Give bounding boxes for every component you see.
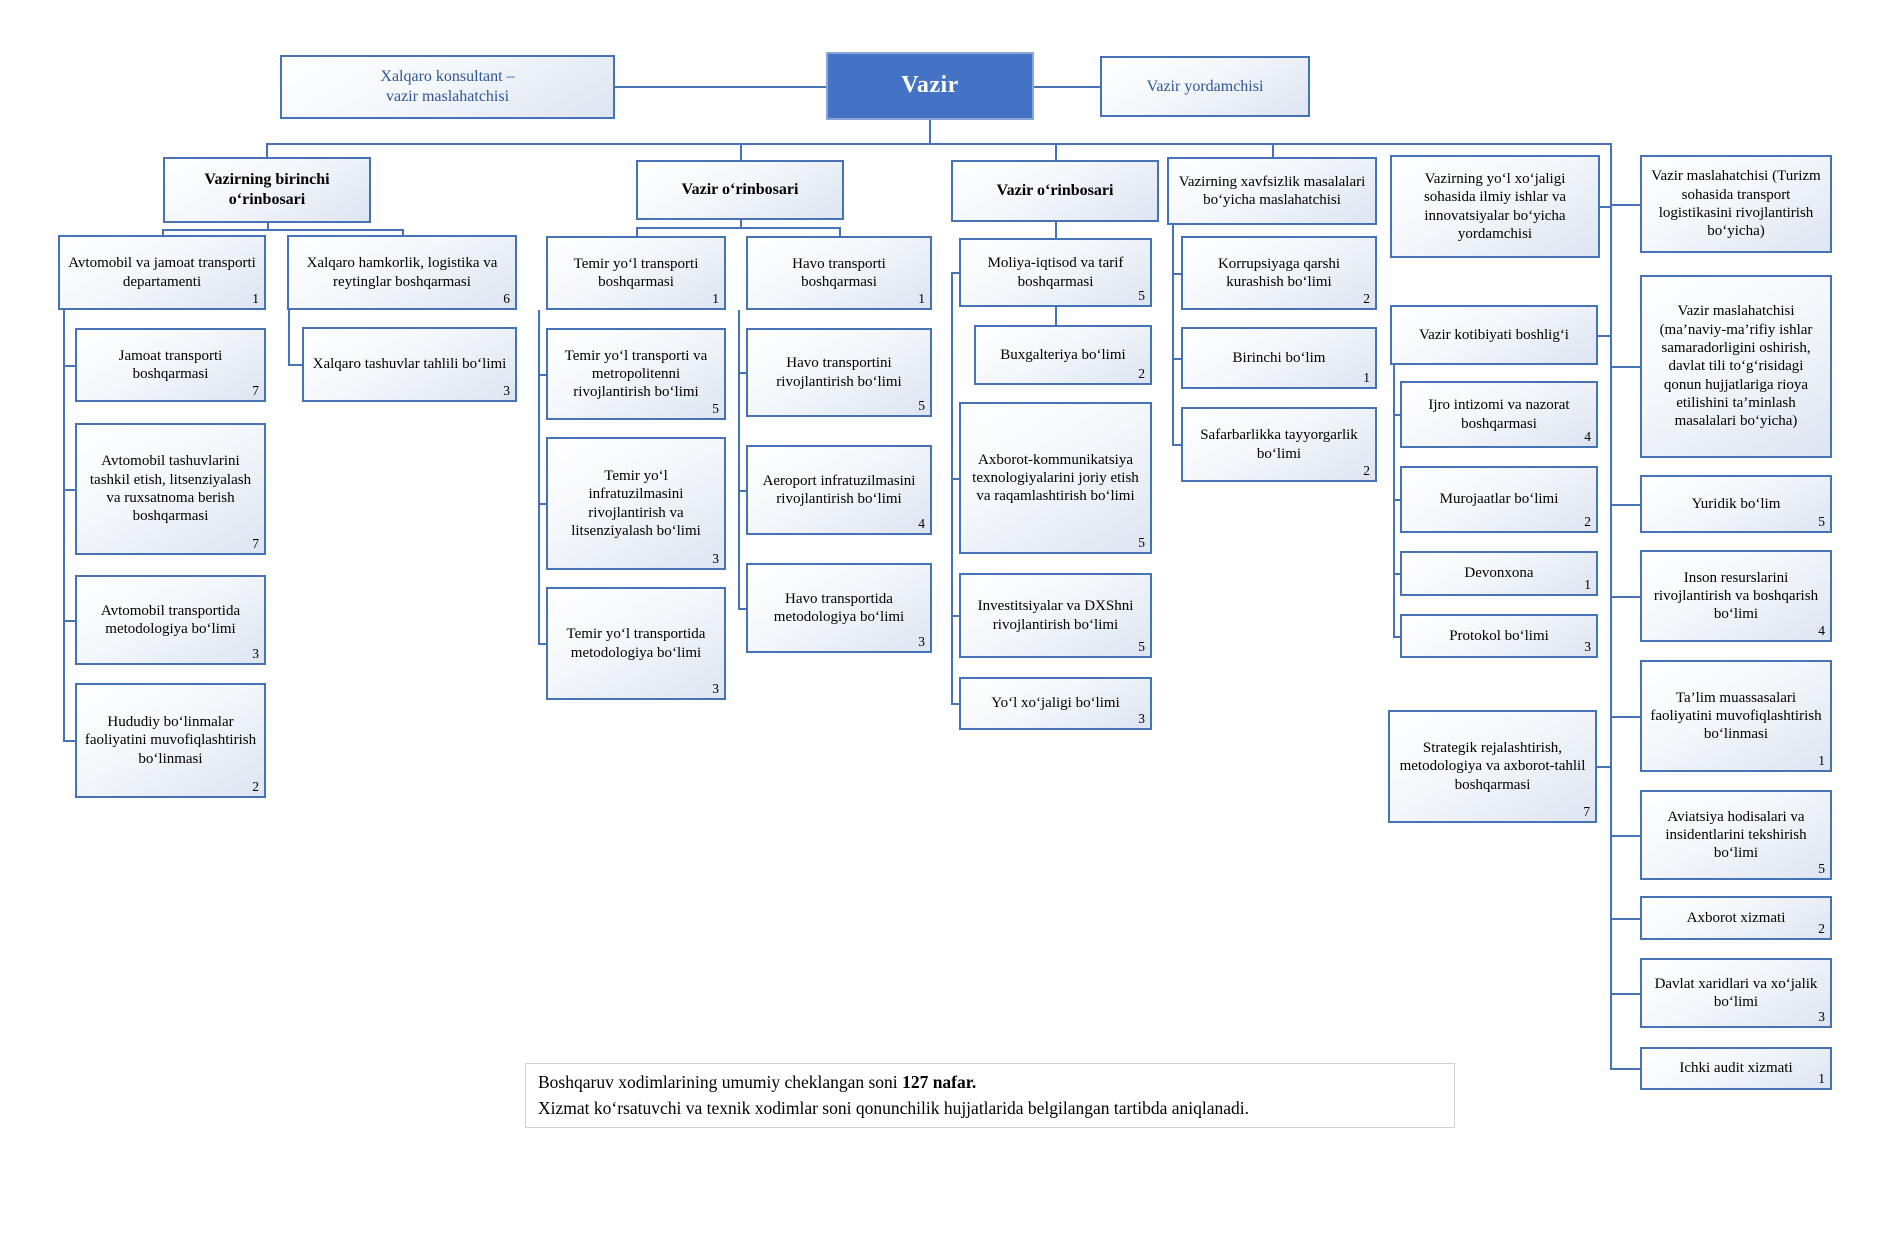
org-box-ichki-audit xyxy=(1640,1047,1832,1090)
connector-line xyxy=(162,229,403,231)
unit-title: Havo transportini rivojlantirish bo‘limi xyxy=(776,355,902,390)
connector-line xyxy=(1055,307,1057,325)
footnote-line1 xyxy=(538,1069,1442,1095)
unit-title: Birinchi bo‘lim xyxy=(1232,349,1326,366)
staff-count: 7 xyxy=(252,536,259,552)
unit-title: Buxgalteriya bo‘limi xyxy=(1000,346,1126,363)
org-box-murojaatlar xyxy=(1400,466,1598,533)
unit-title: Vazir xyxy=(901,72,959,99)
connector-line xyxy=(636,227,841,229)
staff-count: 3 xyxy=(1138,711,1145,727)
connector-line xyxy=(402,229,404,235)
unit-title: Avtomobil transportida metodologiya bo‘limi xyxy=(100,602,241,637)
connector-line xyxy=(162,229,164,235)
connector-line xyxy=(1055,222,1057,238)
org-box-xalqaro-hamkorlik xyxy=(287,235,517,310)
org-box-havo-boshqarma xyxy=(746,236,932,310)
connector-line xyxy=(63,310,65,742)
connector-line xyxy=(266,143,268,157)
staff-count: 2 xyxy=(1818,921,1825,937)
unit-title: Temir yo‘l transportida metodologiya bo‘limi xyxy=(566,626,706,661)
connector-line xyxy=(740,143,742,160)
staff-count: 5 xyxy=(918,398,925,414)
staff-count: 1 xyxy=(1818,1071,1825,1087)
org-box-temir-metodologiya xyxy=(546,587,726,700)
connector-line xyxy=(738,310,740,610)
org-box-first-deputy xyxy=(163,157,371,223)
org-box-akt xyxy=(959,402,1152,554)
unit-title: Inson resurslarini rivojlantirish va boshqarish bo‘limi xyxy=(1653,569,1819,623)
staff-count: 2 xyxy=(1138,366,1145,382)
org-box-inson-resurslari xyxy=(1640,550,1832,642)
unit-title: Investitsiyalar va DXShni rivojlantirish bo‘limi xyxy=(977,598,1134,633)
staff-count: 5 xyxy=(1818,514,1825,530)
connector-line xyxy=(1610,993,1640,995)
connector-line xyxy=(266,143,1612,145)
unit-title: Vazirning xavfsizlik masalalari bo‘yicha maslahatchisi xyxy=(1178,173,1366,208)
org-box-auto-dept xyxy=(58,235,266,310)
unit-title: Ichki audit xizmati xyxy=(1679,1060,1793,1077)
org-box-axborot-xizmati xyxy=(1640,896,1832,940)
unit-title: Vazir o‘rinbosari xyxy=(996,182,1114,200)
org-box-temir-metro xyxy=(546,328,726,420)
staff-count: 2 xyxy=(1584,514,1591,530)
connector-line xyxy=(1272,143,1274,157)
connector-line xyxy=(288,364,302,366)
staff-count: 1 xyxy=(252,291,259,307)
staff-count: 1 xyxy=(1818,753,1825,769)
connector-line xyxy=(839,227,841,236)
connector-line xyxy=(267,223,269,229)
org-box-tourism-adviser xyxy=(1640,155,1832,253)
consultant-line2: vazir maslahatchisi xyxy=(385,88,510,105)
unit-title: Temir yo‘l transporti va metropolitenni rivojlantirish bo‘limi xyxy=(564,347,708,401)
connector-line xyxy=(1393,365,1395,637)
connector-line xyxy=(1172,225,1174,445)
footnote xyxy=(525,1063,1455,1128)
staff-count: 1 xyxy=(918,291,925,307)
unit-title: Hududiy bo‘linmalar faoliyatini muvofiqlashtirish bo‘linmasi xyxy=(84,714,257,767)
staff-count: 7 xyxy=(1583,804,1590,820)
staff-count: 4 xyxy=(1818,623,1825,639)
connector-line xyxy=(929,120,931,143)
unit-title: Havo transporti boshqarmasi xyxy=(792,255,886,290)
unit-title: Xalqaro hamkorlik, logistika va reytinglar boshqarmasi xyxy=(306,255,498,290)
staff-count: 5 xyxy=(1138,639,1145,655)
staff-count: 5 xyxy=(1818,861,1825,877)
staff-count: 3 xyxy=(712,551,719,567)
unit-title: Devonxona xyxy=(1464,565,1534,582)
unit-title: Ta’lim muassasalari faoliyatini muvofiqlashtirish bo‘linmasi xyxy=(1650,689,1822,743)
unit-title: Safarbarlikka tayyorgarlik bo‘limi xyxy=(1200,427,1358,462)
org-box-temir-boshqarma xyxy=(546,236,726,310)
org-box-talim xyxy=(1640,660,1832,772)
connector-line xyxy=(1610,596,1640,598)
staff-count: 1 xyxy=(1363,370,1370,386)
org-box-safarbarlik xyxy=(1181,407,1377,482)
org-box-yol-xojaligi xyxy=(959,677,1152,730)
unit-title: Xalqaro tashuvlar tahlili bo‘limi xyxy=(312,356,507,373)
unit-title: Yuridik bo‘lim xyxy=(1691,495,1781,512)
org-box-davlat-xaridlari xyxy=(1640,958,1832,1028)
unit-title: Avtomobil va jamoat transporti departamenti xyxy=(68,255,256,290)
staff-count: 3 xyxy=(503,383,510,399)
footnote-line1-bold: 127 nafar. xyxy=(902,1072,977,1092)
connector-line xyxy=(1610,835,1640,837)
org-box-kotibiyat xyxy=(1390,305,1598,365)
unit-title xyxy=(289,67,606,106)
consultant-line1: Xalqaro konsultant – xyxy=(380,68,515,86)
org-box-ijro-intizomi xyxy=(1400,381,1598,448)
unit-title: Avtomobil tashuvlarini tashkil etish, litsenziyalash va ruxsatnoma berish boshqarmasi xyxy=(89,453,252,525)
org-box-aviatsiya xyxy=(1640,790,1832,880)
unit-title: Temir yo‘l infratuzilmasini rivojlantirish va litsenziyalash bo‘limi xyxy=(571,467,701,539)
unit-title: Aviatsiya hodisalari va insidentlarini tekshirish bo‘limi xyxy=(1665,808,1807,862)
staff-count: 3 xyxy=(1584,639,1591,655)
staff-count: 5 xyxy=(1138,288,1145,304)
unit-title: Havo transportida metodologiya bo‘limi xyxy=(773,590,905,625)
org-box-deputy-1 xyxy=(636,160,844,220)
connector-line xyxy=(1055,143,1057,160)
staff-count: 6 xyxy=(503,291,510,307)
unit-title: Korrupsiyaga qarshi kurashish bo‘limi xyxy=(1217,255,1341,290)
org-box-minister xyxy=(826,52,1034,120)
staff-count: 2 xyxy=(1363,463,1370,479)
org-box-korrupsiya xyxy=(1181,236,1377,310)
staff-count: 4 xyxy=(1584,429,1591,445)
org-box-havo-rivojlantirish xyxy=(746,328,932,417)
connector-line xyxy=(740,220,742,227)
staff-count: 2 xyxy=(1363,291,1370,307)
org-box-road-assistant xyxy=(1390,155,1600,258)
staff-count: 4 xyxy=(918,516,925,532)
staff-count: 2 xyxy=(252,779,259,795)
unit-title: Vazirning yo‘l xo‘jaligi sohasida ilmiy ishlar va innovatsiyalar bo‘yicha yordamchisi xyxy=(1423,170,1567,242)
org-box-deputy-2 xyxy=(951,160,1159,222)
unit-title: Murojaatlar bo‘limi xyxy=(1439,491,1559,508)
footnote-line2: Xizmat ko‘rsatuvchi va texnik xodimlar soni qonunchilik hujjatlarida belgilangan tartibda aniqlanadi. xyxy=(538,1098,1249,1119)
org-box-birinchi-bolim xyxy=(1181,327,1377,389)
staff-count: 3 xyxy=(1818,1009,1825,1025)
connector-line xyxy=(615,86,826,88)
staff-count: 3 xyxy=(252,646,259,662)
org-box-strategik xyxy=(1388,710,1597,823)
unit-title: Vazir maslahatchisi (ma’naviy-ma’rifiy ishlar samaradorligini oshirish, davlat tili to‘g‘risidagi qonun hujjatlariga rioya etilishini ta’minlash masalalari bo‘yicha) xyxy=(1659,303,1813,430)
unit-title: Vazirning birinchi o‘rinbosari xyxy=(204,171,330,208)
connector-line xyxy=(1610,1068,1640,1070)
org-box-protokol xyxy=(1400,614,1598,658)
staff-count: 3 xyxy=(918,634,925,650)
staff-count: 7 xyxy=(252,383,259,399)
org-box-moliya xyxy=(959,238,1152,307)
connector-line xyxy=(636,227,638,236)
footnote-line1-text: Boshqaruv xodimlarining umumiy cheklangan soni xyxy=(538,1072,903,1092)
unit-title: Strategik rejalashtirish, metodologiya va axborot-tahlil boshqarmasi xyxy=(1399,740,1586,793)
unit-title: Moliya-iqtisod va tarif boshqarmasi xyxy=(987,255,1124,290)
unit-title: Yo‘l xo‘jaligi bo‘limi xyxy=(991,695,1120,712)
unit-title: Temir yo‘l transporti boshqarmasi xyxy=(573,255,699,290)
org-box-aeroport-infra xyxy=(746,445,932,535)
unit-title: Jamoat transporti boshqarmasi xyxy=(118,347,223,382)
connector-line xyxy=(1610,716,1640,718)
unit-title: Vazir kotibiyati boshlig‘i xyxy=(1419,326,1569,343)
unit-title: Aeroport infratuzilmasini rivojlantirish bo‘limi xyxy=(762,472,916,507)
org-box-avto-tashuv xyxy=(75,423,266,555)
staff-count: 3 xyxy=(712,681,719,697)
connector-line xyxy=(1610,918,1640,920)
org-box-temir-infra xyxy=(546,437,726,570)
staff-count: 1 xyxy=(712,291,719,307)
connector-line xyxy=(951,272,953,705)
unit-title: Vazir maslahatchisi (Turizm sohasida transport logistikasini rivojlantirish bo‘yicha) xyxy=(1651,168,1821,240)
org-box-buxgalteriya xyxy=(974,325,1152,385)
connector-line xyxy=(288,310,290,365)
org-box-jamoat-transport xyxy=(75,328,266,402)
connector-line xyxy=(1610,143,1612,1070)
unit-title: Davlat xaridlari va xo‘jalik bo‘limi xyxy=(1654,975,1818,1010)
org-box-international-consultant xyxy=(280,55,615,119)
org-box-security-adviser xyxy=(1167,157,1377,225)
unit-title: Vazir yordamchisi xyxy=(1146,77,1264,95)
staff-count: 5 xyxy=(712,401,719,417)
staff-count: 1 xyxy=(1584,577,1591,593)
org-box-havo-metodologiya xyxy=(746,563,932,653)
unit-title: Ijro intizomi va nazorat boshqarmasi xyxy=(1428,397,1570,432)
connector-line xyxy=(1610,204,1640,206)
unit-title: Axborot xizmati xyxy=(1686,909,1786,926)
unit-title: Vazir o‘rinbosari xyxy=(681,181,799,199)
staff-count: 5 xyxy=(1138,535,1145,551)
connector-line xyxy=(1610,366,1640,368)
connector-line xyxy=(1034,86,1100,88)
connector-line xyxy=(538,310,540,645)
org-box-xalqaro-tahlil xyxy=(302,327,517,402)
unit-title: Axborot-kommunikatsiya texnologiyalarini joriy etish va raqamlashtirish bo‘limi xyxy=(972,451,1139,505)
org-box-avto-metodologiya xyxy=(75,575,266,665)
org-box-manaviy-adviser xyxy=(1640,275,1832,458)
org-box-devonxona xyxy=(1400,551,1598,596)
org-box-investitsiyalar xyxy=(959,573,1152,658)
org-box-yuridik xyxy=(1640,475,1832,533)
connector-line xyxy=(1610,504,1640,506)
unit-title: Protokol bo‘limi xyxy=(1449,627,1549,644)
org-box-hududiy xyxy=(75,683,266,798)
org-box-minister-assistant xyxy=(1100,56,1310,117)
